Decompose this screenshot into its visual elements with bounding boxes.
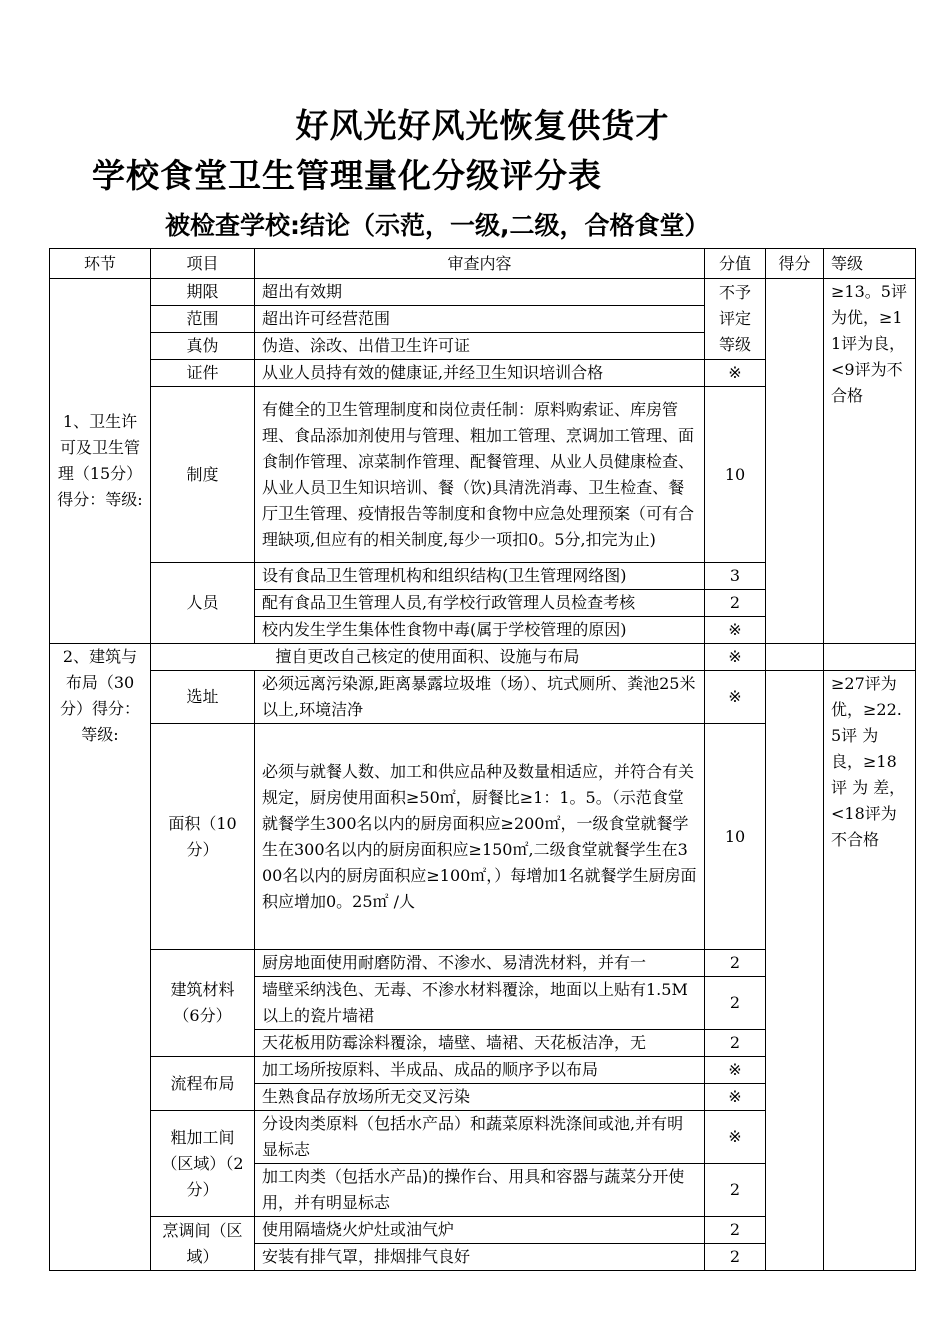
content-cell: 从业人员持有效的健康证,并经卫生知识培训合格 [255, 360, 705, 387]
content-cell: 超出许可经营范围 [255, 306, 705, 333]
score-cell[interactable] [766, 644, 824, 671]
points-cell: ※ [705, 1084, 766, 1111]
header-item: 项目 [151, 249, 255, 279]
content-cell: 有健全的卫生管理制度和岗位责任制：原料购索证、库房管理、食品添加剂使用与管理、粗加工管理、烹调加工管理、面食制作管理、凉菜制作管理、配餐管理、从业人员健康检查、从业人员卫生知识培训、餐（饮)具清洗消毒、卫生检查、餐厅卫生管理、疫情报告等制度和食物中应急处理预案（可有合理缺项,但应有的相关制度,每少一项扣0。5分,扣完为止) [255, 387, 705, 563]
points-cell: ※ [705, 617, 766, 644]
item-cell: 制度 [151, 387, 255, 563]
section-2-grade: ≥27评为优，≥22.5评 为 良，≥18评 为 差，<18评为不合格 [824, 671, 916, 1271]
points-cell: ※ [705, 644, 766, 671]
points-cell: 2 [705, 1164, 766, 1217]
points-cell: ※ [705, 671, 766, 724]
doc-title-line1 [0, 100, 950, 147]
header-section: 环节 [50, 249, 151, 279]
grade-cell [824, 644, 916, 671]
points-cell: 2 [705, 950, 766, 977]
table-row [50, 671, 916, 724]
item-cell: 粗加工间（区域）（2分） [151, 1111, 255, 1217]
points-cell: 2 [705, 977, 766, 1030]
scoring-table [49, 248, 916, 1271]
header-points: 分值 [705, 249, 766, 279]
content-cell: 设有食品卫生管理机构和组织结构(卫生管理网络图) [255, 563, 705, 590]
points-cell: 2 [705, 590, 766, 617]
content-cell: 加工肉类（包括水产品)的操作台、用具和容器与蔬菜分开使用，并有明显标志 [255, 1164, 705, 1217]
doc-subtitle: 被检查学校:结论（示范，一级,二级，合格食堂） [165, 211, 710, 240]
points-cell: 2 [705, 1244, 766, 1271]
title-part-b: 恢复供货才 [499, 106, 670, 145]
content-cell: 必须与就餐人数、加工和供应品种及数量相适应，并符合有关规定，厨房使用面积≥50㎡，厨餐比≥1：1。5。（示范食堂就餐学生300名以内的厨房面积应≥200㎡，一级食堂就餐学生在300名以内的厨房面积应≥150㎡,二级食堂就餐学生在300名以内的厨房面积应≥100㎡，）每增加1名就餐学生厨房面积应增加0。25㎡ /人 [255, 724, 705, 950]
item-cell: 真伪 [151, 333, 255, 360]
section-1-label: 1、卫生许可及卫生管理（15分）得分：等级: [50, 279, 151, 644]
content-cell: 加工场所按原料、半成品、成品的顺序予以布局 [255, 1057, 705, 1084]
points-cell: 2 [705, 1030, 766, 1057]
item-cell: 选址 [151, 671, 255, 724]
content-cell: 使用隔墙烧火炉灶或油气炉 [255, 1217, 705, 1244]
content-cell: 配有食品卫生管理人员,有学校行政管理人员检查考核 [255, 590, 705, 617]
header-grade: 等级 [824, 249, 916, 279]
doc-title: 学校食堂卫生管理量化分级评分表 [92, 156, 602, 195]
points-cell: ※ [705, 1057, 766, 1084]
section-2-label: 2、建筑与布局（30分）得分：等级: [50, 644, 151, 1271]
content-cell: 安装有排气罩，排烟排气良好 [255, 1244, 705, 1271]
points-cell: 10 [705, 387, 766, 563]
points-cell: 2 [705, 1217, 766, 1244]
section-1-grade: ≥13。5评为优，≥11评为良，<9评为不合格 [824, 279, 916, 644]
content-cell: 擅自更改自己核定的使用面积、设施与布局 [151, 644, 705, 671]
header-score: 得分 [766, 249, 824, 279]
content-cell: 超出有效期 [255, 279, 705, 306]
points-cell: 不予评定等级 [705, 279, 766, 360]
table-row [50, 279, 916, 306]
item-cell: 面积（10分） [151, 724, 255, 950]
content-cell: 伪造、涂改、出借卫生许可证 [255, 333, 705, 360]
item-cell: 烹调间（区域） [151, 1217, 255, 1271]
content-cell: 生熟食品存放场所无交叉污染 [255, 1084, 705, 1111]
content-cell: 分设肉类原料（包括水产品）和蔬菜原料洗涤间或池,并有明显标志 [255, 1111, 705, 1164]
item-cell: 期限 [151, 279, 255, 306]
score-cell[interactable] [766, 671, 824, 1271]
item-cell: 范围 [151, 306, 255, 333]
content-cell: 天花板用防霉涂料覆涂，墙壁、墙裙、天花板洁净，无 [255, 1030, 705, 1057]
header-row [50, 249, 916, 279]
points-cell: ※ [705, 1111, 766, 1164]
title-part-a: 好风光好风光 [295, 106, 500, 145]
content-cell: 校内发生学生集体性食物中毒(属于学校管理的原因) [255, 617, 705, 644]
points-cell: 10 [705, 724, 766, 950]
item-cell: 证件 [151, 360, 255, 387]
header-content: 审查内容 [255, 249, 705, 279]
table-row [50, 644, 916, 671]
content-cell: 墙壁采纳浅色、无毒、不渗水材料覆涂，地面以上贴有1.5M以上的瓷片墙裙 [255, 977, 705, 1030]
item-cell: 流程布局 [151, 1057, 255, 1111]
points-cell: 3 [705, 563, 766, 590]
content-cell: 厨房地面使用耐磨防滑、不渗水、易清洗材料，并有一 [255, 950, 705, 977]
score-cell[interactable] [766, 279, 824, 644]
points-cell: ※ [705, 360, 766, 387]
item-cell: 建筑材料（6分） [151, 950, 255, 1057]
content-cell: 必须远离污染源,距离暴露垃圾堆（场）、坑式厕所、粪池25米以上,环境洁净 [255, 671, 705, 724]
item-cell: 人员 [151, 563, 255, 644]
